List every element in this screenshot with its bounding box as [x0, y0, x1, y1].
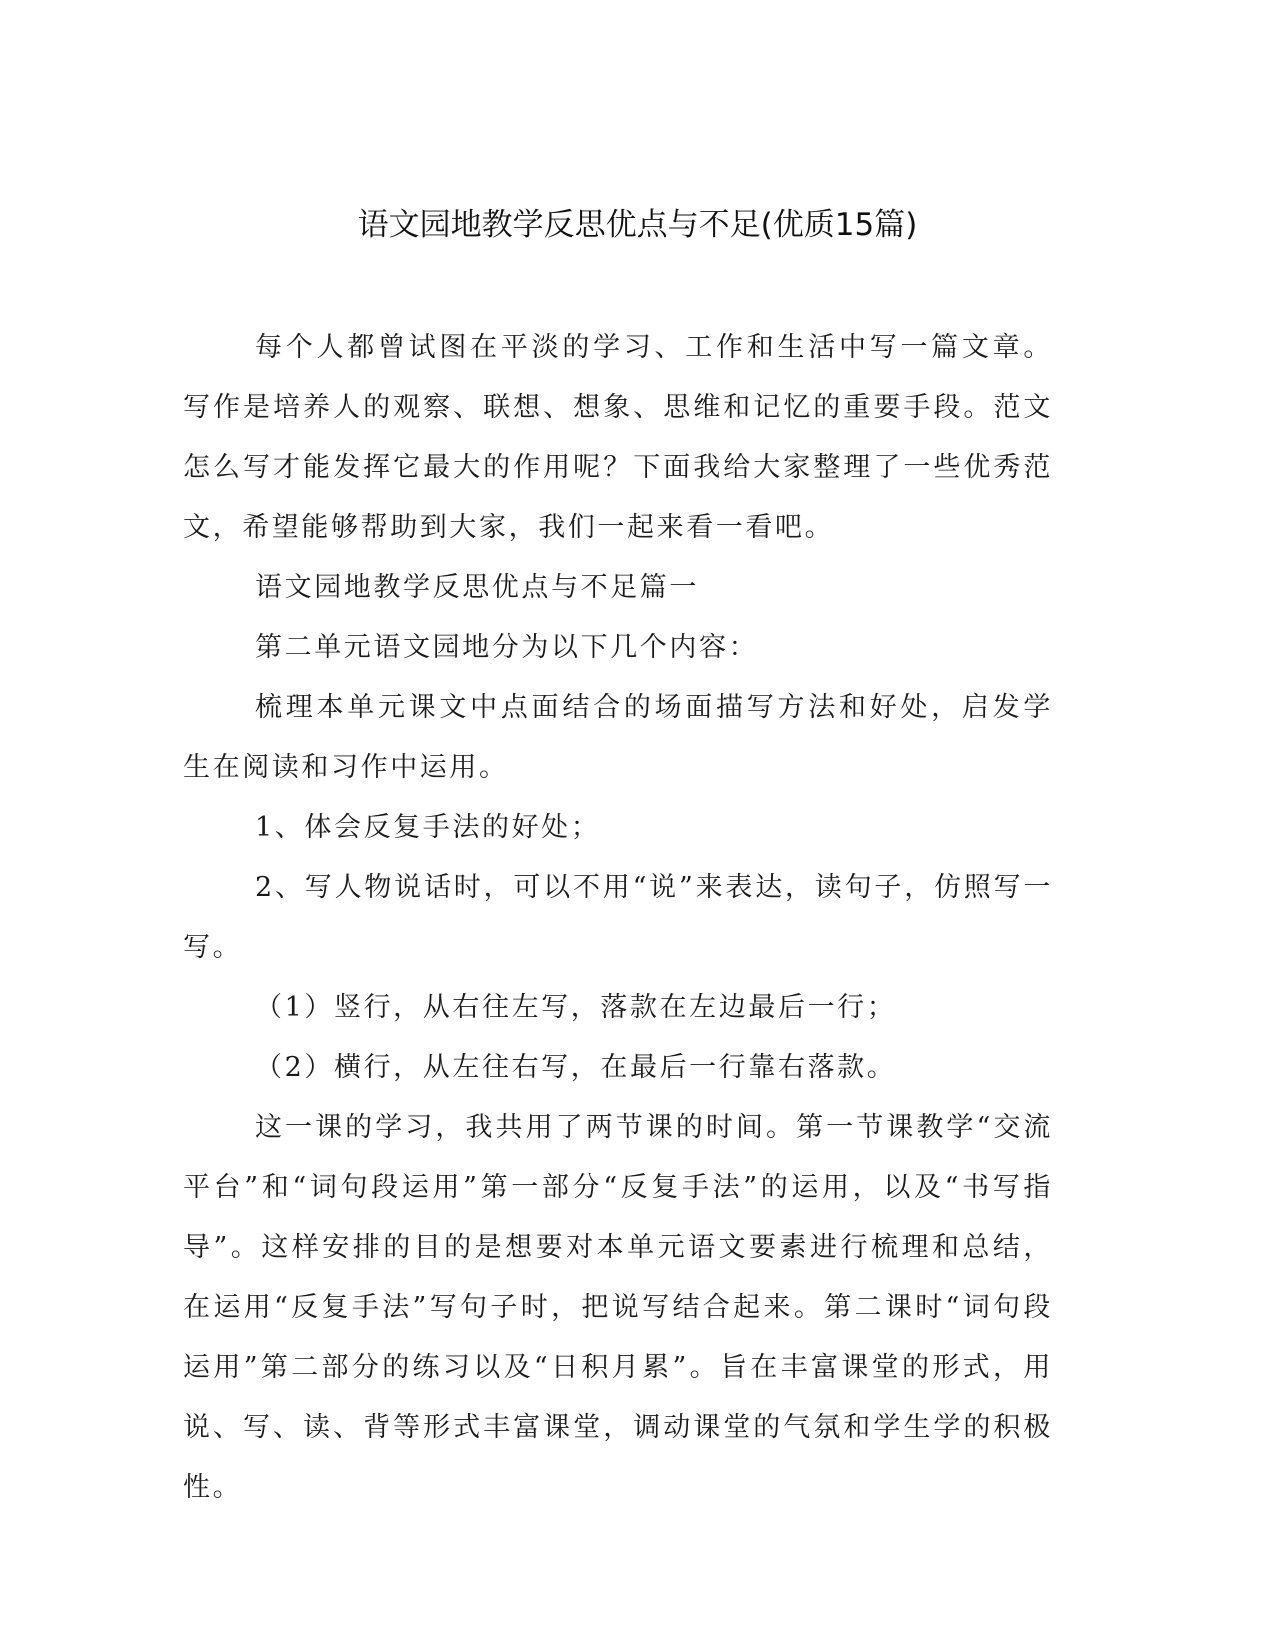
list-item: 1、体会反复手法的好处； [255, 812, 601, 843]
intro-paragraph: 每个人都曾试图在平淡的学习、工作和生活中写一篇文章。写作是培养人的观察、联想、想象、思维和记忆的重要手段。范文怎么写才能发挥它最大的作用呢？下面我给大家整理了一些优秀范文，希望能够帮助到大家，我们一起来看一看吧。 [183, 332, 1053, 543]
document-title: 语文园地教学反思优点与不足(优质15篇) [357, 207, 918, 243]
body-paragraph: 第二单元语文园地分为以下几个内容： [255, 632, 759, 663]
body-paragraph: 梳理本单元课文中点面结合的场面描写方法和好处，启发学生在阅读和习作中运用。 [183, 692, 1053, 783]
sub-list-item: （2）横行，从左往右写，在最后一行靠右落款。 [255, 1052, 897, 1083]
document-body [183, 318, 1053, 1518]
list-item: 2、写人物说话时，可以不用“说”来表达，读句子，仿照写一写。 [183, 872, 1053, 963]
section-heading: 语文园地教学反思优点与不足篇一 [255, 572, 699, 603]
body-paragraph: 这一课的学习，我共用了两节课的时间。第一节课教学“交流平台”和“词句段运用”第一部分“反复手法”的运用，以及“书写指导”。这样安排的目的是想要对本单元语文要素进行梳理和总结，在运用“反复手法”写句子时，把说写结合起来。第二课时“词句段运用”第二部分的练习以及“日积月累”。旨在丰富课堂的形式，用说、写、读、背等形式丰富课堂，调动课堂的气氛和学生学的积极性。 [183, 1112, 1053, 1503]
sub-list-item: （1）竖行，从右往左写，落款在左边最后一行； [255, 992, 897, 1023]
